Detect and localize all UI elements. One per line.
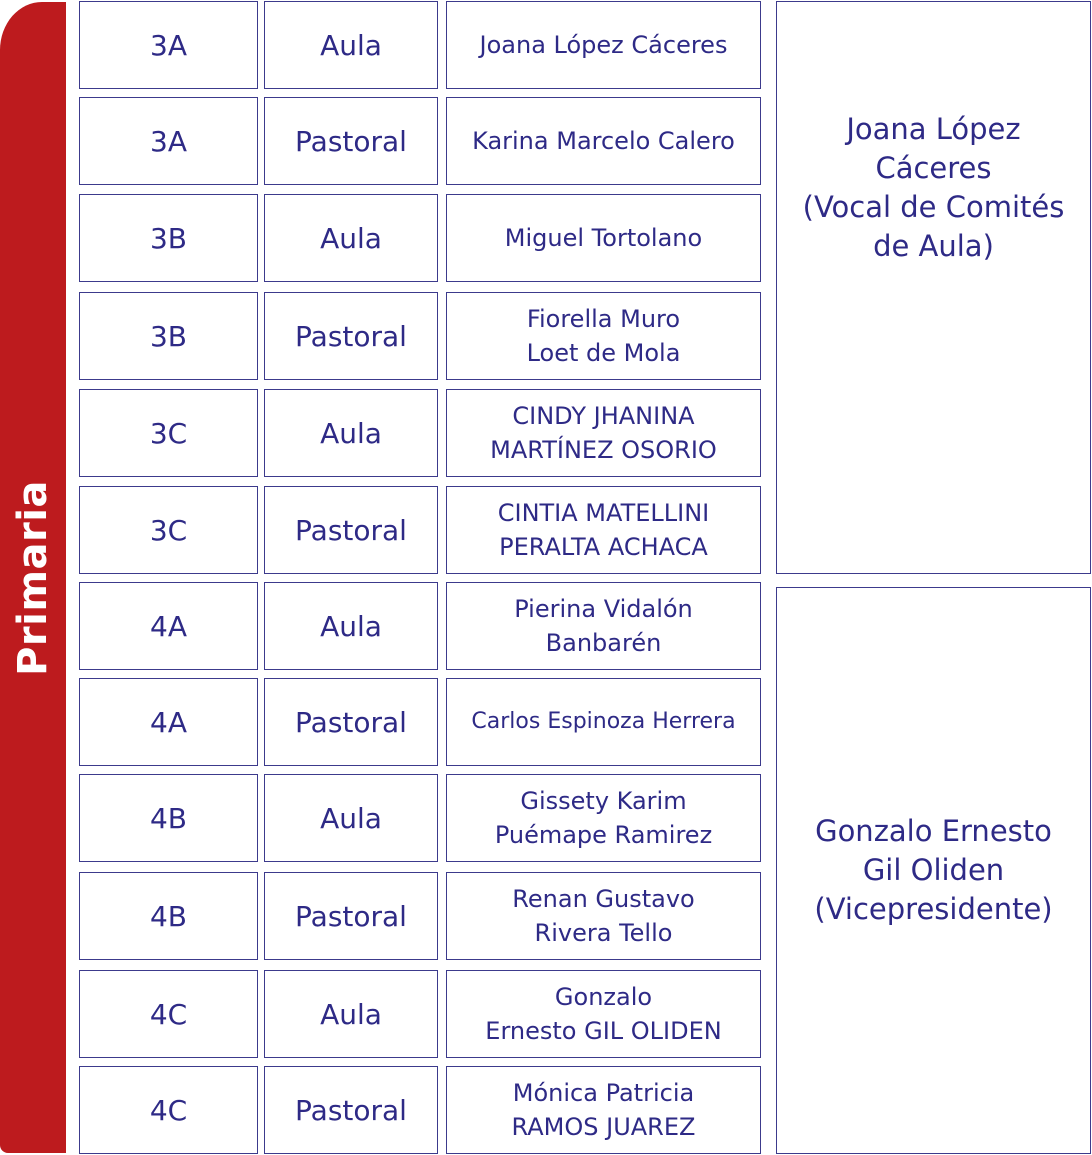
grade-cell bbox=[79, 194, 258, 282]
member-name-text: Carlos Espinoza Herrera bbox=[471, 709, 736, 734]
committee-type-text: Aula bbox=[320, 416, 382, 450]
committee-type-cell bbox=[264, 97, 438, 185]
member-name-text: CINDY JHANINA MARTÍNEZ OSORIO bbox=[490, 402, 717, 464]
member-name-cell bbox=[446, 970, 761, 1058]
committee-type-cell bbox=[264, 1, 438, 89]
member-name-cell bbox=[446, 292, 761, 380]
member-name-cell bbox=[446, 194, 761, 282]
section-tab bbox=[0, 2, 66, 1153]
committee-type-cell bbox=[264, 1066, 438, 1154]
committee-type-text: Pastoral bbox=[295, 319, 407, 353]
grade-text: 3A bbox=[150, 28, 187, 62]
grade-cell bbox=[79, 872, 258, 960]
grade-text: 4C bbox=[149, 997, 188, 1031]
committee-type-text: Aula bbox=[320, 28, 382, 62]
committee-type-text: Pastoral bbox=[295, 1093, 407, 1127]
committee-type-cell bbox=[264, 389, 438, 477]
committee-type-cell bbox=[264, 774, 438, 862]
member-name-cell bbox=[446, 1, 761, 89]
committee-type-cell bbox=[264, 194, 438, 282]
responsible-text: Gonzalo Ernesto Gil Oliden (Vicepresidente) bbox=[814, 814, 1053, 926]
section-label: Primaria bbox=[10, 480, 56, 676]
committee-type-text: Aula bbox=[320, 221, 382, 255]
committee-type-text: Aula bbox=[320, 997, 382, 1031]
member-name-text: Fiorella Muro Loet de Mola bbox=[526, 305, 681, 367]
member-name-cell bbox=[446, 774, 761, 862]
member-name-text: Pierina Vidalón Banbarén bbox=[514, 595, 693, 657]
committee-type-text: Pastoral bbox=[295, 124, 407, 158]
committee-type-text: Pastoral bbox=[295, 513, 407, 547]
committee-type-text: Aula bbox=[320, 801, 382, 835]
committee-type-cell bbox=[264, 970, 438, 1058]
committee-type-cell bbox=[264, 486, 438, 574]
member-name-cell bbox=[446, 582, 761, 670]
grade-cell bbox=[79, 97, 258, 185]
member-name-text: Gonzalo Ernesto GIL OLIDEN bbox=[485, 983, 722, 1045]
grade-text: 3B bbox=[149, 221, 188, 255]
responsible-text: Joana López Cáceres (Vocal de Comités de Aula) bbox=[802, 111, 1065, 263]
grade-cell bbox=[79, 678, 258, 766]
committee-type-cell bbox=[264, 678, 438, 766]
grade-text: 4A bbox=[150, 609, 187, 643]
grade-cell bbox=[79, 1066, 258, 1154]
member-name-text: Joana López Cáceres bbox=[479, 31, 728, 59]
responsible-cell-vicepresident bbox=[776, 587, 1091, 1154]
grade-cell bbox=[79, 582, 258, 670]
member-name-text: CINTIA MATELLINI PERALTA ACHACA bbox=[497, 499, 710, 561]
grade-text: 4A bbox=[150, 705, 187, 739]
member-name-cell bbox=[446, 486, 761, 574]
member-name-cell bbox=[446, 1066, 761, 1154]
member-name-cell bbox=[446, 97, 761, 185]
grade-cell bbox=[79, 486, 258, 574]
grade-text: 4C bbox=[149, 1093, 188, 1127]
member-name-cell bbox=[446, 678, 761, 766]
grade-cell bbox=[79, 292, 258, 380]
member-name-text: Renan Gustavo Rivera Tello bbox=[512, 885, 695, 947]
member-name-text: Karina Marcelo Calero bbox=[472, 127, 735, 155]
member-name-cell bbox=[446, 389, 761, 477]
grade-text: 3C bbox=[149, 513, 188, 547]
committee-type-cell bbox=[264, 582, 438, 670]
grade-text: 3B bbox=[149, 319, 188, 353]
grade-text: 3C bbox=[149, 416, 188, 450]
grade-text: 3A bbox=[150, 124, 187, 158]
member-name-text: Gissety Karim Puémape Ramirez bbox=[494, 787, 713, 849]
grade-cell bbox=[79, 1, 258, 89]
responsible-cell-vocal bbox=[776, 1, 1091, 574]
committee-type-text: Pastoral bbox=[295, 899, 407, 933]
member-name-cell bbox=[446, 872, 761, 960]
grade-text: 4B bbox=[149, 899, 188, 933]
committee-type-cell bbox=[264, 292, 438, 380]
member-name-text: Miguel Tortolano bbox=[504, 224, 703, 252]
grade-cell bbox=[79, 389, 258, 477]
grade-cell bbox=[79, 774, 258, 862]
committee-type-text: Pastoral bbox=[295, 705, 407, 739]
committee-type-cell bbox=[264, 872, 438, 960]
committee-type-text: Aula bbox=[320, 609, 382, 643]
grade-text: 4B bbox=[149, 801, 188, 835]
grade-cell bbox=[79, 970, 258, 1058]
member-name-text: Mónica Patricia RAMOS JUAREZ bbox=[511, 1079, 696, 1141]
